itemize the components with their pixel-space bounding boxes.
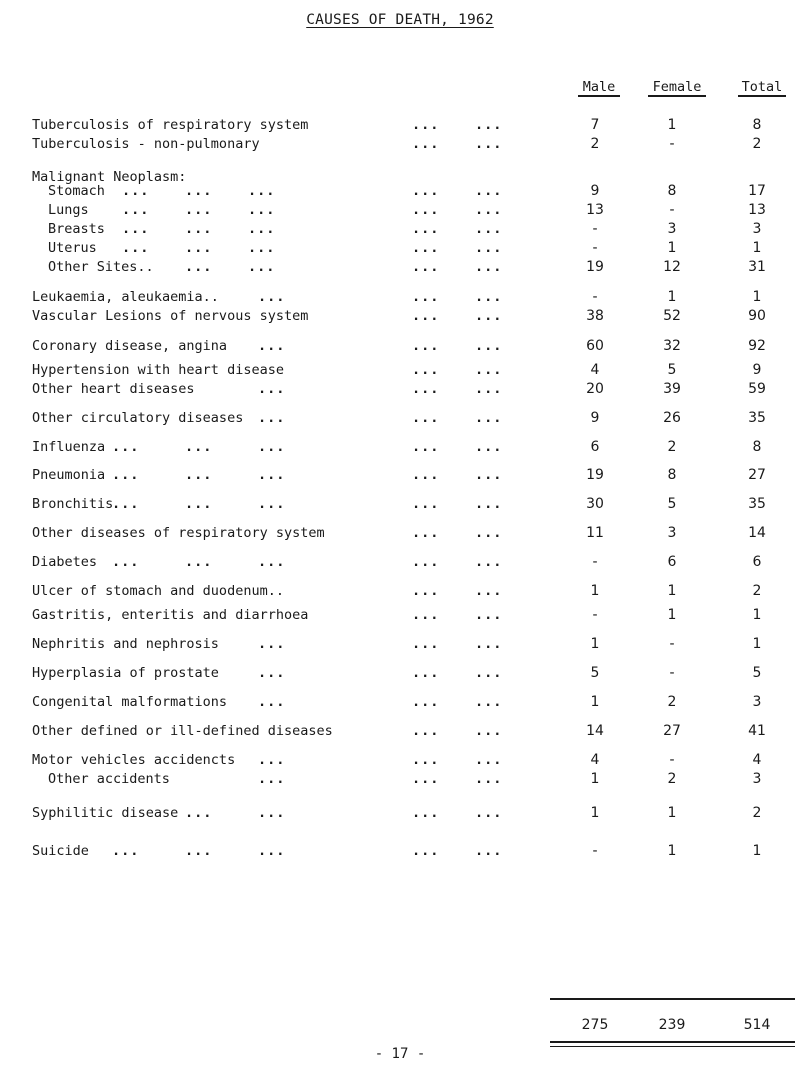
leader-dots: ... bbox=[475, 467, 503, 483]
cell-total: 8 bbox=[752, 439, 762, 455]
cell-female: 27 bbox=[663, 723, 681, 739]
leader-dots: ... bbox=[412, 183, 440, 199]
cell-male: 7 bbox=[590, 117, 600, 133]
cell-total: 1 bbox=[752, 843, 762, 859]
leader-dots: ... bbox=[258, 665, 286, 681]
table-row bbox=[0, 438, 800, 456]
page-title: CAUSES OF DEATH, 1962 bbox=[306, 12, 494, 28]
table-row bbox=[0, 288, 800, 306]
row-label: Syphilitic disease bbox=[32, 805, 179, 821]
row-label: Bronchitis bbox=[32, 496, 114, 512]
cell-male: 9 bbox=[590, 410, 600, 426]
cell-female: 5 bbox=[667, 496, 677, 512]
cell-male: 6 bbox=[590, 439, 600, 455]
cell-total: 4 bbox=[752, 752, 762, 768]
leader-dots: ... bbox=[412, 665, 440, 681]
cell-total: 92 bbox=[748, 338, 766, 354]
row-label: Other diseases of respiratory system bbox=[32, 525, 325, 541]
leader-dots: ... bbox=[112, 439, 140, 455]
table-row bbox=[0, 409, 800, 427]
cell-male: - bbox=[592, 607, 598, 623]
cell-female: 1 bbox=[667, 117, 677, 133]
leader-dots: ... bbox=[412, 607, 440, 623]
leader-dots: ... bbox=[122, 240, 150, 256]
leader-dots: ... bbox=[185, 240, 213, 256]
cell-total: 6 bbox=[752, 554, 762, 570]
leader-dots: ... bbox=[412, 221, 440, 237]
leader-dots: ... bbox=[475, 362, 503, 378]
cell-male: - bbox=[592, 843, 598, 859]
leader-dots: ... bbox=[475, 636, 503, 652]
totals-rule-bottom-1 bbox=[550, 1041, 795, 1043]
cell-male: - bbox=[592, 289, 598, 305]
cell-female: 1 bbox=[667, 289, 677, 305]
row-label: Diabetes bbox=[32, 554, 98, 570]
cell-male: 1 bbox=[590, 805, 600, 821]
leader-dots: ... bbox=[412, 410, 440, 426]
cell-male: 4 bbox=[590, 362, 600, 378]
table-row bbox=[0, 361, 800, 379]
cell-total: 17 bbox=[748, 183, 766, 199]
table-row bbox=[0, 842, 800, 860]
leader-dots: ... bbox=[112, 843, 140, 859]
table-row bbox=[0, 553, 800, 571]
row-label: Other Sites.. bbox=[48, 259, 154, 275]
cell-female: 8 bbox=[667, 467, 677, 483]
leader-dots: ... bbox=[475, 752, 503, 768]
leader-dots: ... bbox=[412, 259, 440, 275]
leader-dots: ... bbox=[185, 202, 213, 218]
leader-dots: ... bbox=[475, 583, 503, 599]
cell-female: - bbox=[669, 136, 675, 152]
leader-dots: ... bbox=[475, 723, 503, 739]
leader-dots: ... bbox=[412, 583, 440, 599]
column-header-total: Total bbox=[738, 79, 786, 97]
cell-female: 3 bbox=[667, 525, 677, 541]
leader-dots: ... bbox=[248, 221, 276, 237]
leader-dots: ... bbox=[258, 843, 286, 859]
row-label: Other defined or ill-defined diseases bbox=[32, 723, 333, 739]
row-label: Vascular Lesions of nervous system bbox=[32, 308, 309, 324]
leader-dots: ... bbox=[185, 805, 213, 821]
table-row bbox=[0, 307, 800, 325]
leader-dots: ... bbox=[112, 496, 140, 512]
cell-male: - bbox=[592, 554, 598, 570]
cell-male: 60 bbox=[586, 338, 604, 354]
leader-dots: ... bbox=[412, 289, 440, 305]
page-number: - 17 - bbox=[374, 1046, 426, 1062]
cell-female: 39 bbox=[663, 381, 681, 397]
cell-total: 1 bbox=[752, 636, 762, 652]
leader-dots: ... bbox=[258, 805, 286, 821]
leader-dots: ... bbox=[475, 694, 503, 710]
leader-dots: ... bbox=[412, 240, 440, 256]
cell-total: 1 bbox=[752, 240, 762, 256]
leader-dots: ... bbox=[412, 843, 440, 859]
row-label: Hyperplasia of prostate bbox=[32, 665, 219, 681]
cell-female: 1 bbox=[667, 583, 677, 599]
leader-dots: ... bbox=[475, 410, 503, 426]
row-label: Congenital malformations bbox=[32, 694, 228, 710]
leader-dots: ... bbox=[258, 636, 286, 652]
table-row bbox=[0, 804, 800, 822]
leader-dots: ... bbox=[412, 308, 440, 324]
leader-dots: ... bbox=[475, 554, 503, 570]
row-label: Motor vehicles accidencts bbox=[32, 752, 236, 768]
cell-total: 90 bbox=[748, 308, 766, 324]
total-female: 239 bbox=[658, 1017, 686, 1033]
leader-dots: ... bbox=[475, 496, 503, 512]
row-label: Coronary disease, angina bbox=[32, 338, 228, 354]
leader-dots: ... bbox=[185, 221, 213, 237]
leader-dots: ... bbox=[258, 752, 286, 768]
leader-dots: ... bbox=[475, 308, 503, 324]
row-label: Suicide bbox=[32, 843, 89, 859]
row-label: Other circulatory diseases bbox=[32, 410, 244, 426]
cell-female: 12 bbox=[663, 259, 681, 275]
cell-female: 1 bbox=[667, 843, 677, 859]
table-row bbox=[0, 635, 800, 653]
table-row bbox=[0, 466, 800, 484]
leader-dots: ... bbox=[258, 381, 286, 397]
leader-dots: ... bbox=[412, 694, 440, 710]
cell-female: 32 bbox=[663, 338, 681, 354]
leader-dots: ... bbox=[122, 202, 150, 218]
leader-dots: ... bbox=[112, 467, 140, 483]
cell-total: 8 bbox=[752, 117, 762, 133]
leader-dots: ... bbox=[248, 183, 276, 199]
cell-male: - bbox=[592, 221, 598, 237]
table-row bbox=[0, 693, 800, 711]
leader-dots: ... bbox=[412, 117, 440, 133]
leader-dots: ... bbox=[412, 439, 440, 455]
table-row bbox=[0, 337, 800, 355]
row-label: Stomach bbox=[48, 183, 105, 199]
row-label: Uterus bbox=[48, 240, 97, 256]
cell-female: - bbox=[669, 202, 675, 218]
table-row bbox=[0, 220, 800, 238]
leader-dots: ... bbox=[475, 665, 503, 681]
leader-dots: ... bbox=[185, 843, 213, 859]
cell-female: 1 bbox=[667, 240, 677, 256]
row-label: Gastritis, enteritis and diarrhoea bbox=[32, 607, 309, 623]
leader-dots: ... bbox=[475, 259, 503, 275]
leader-dots: ... bbox=[412, 202, 440, 218]
leader-dots: ... bbox=[475, 183, 503, 199]
row-label: Pneumonia bbox=[32, 467, 106, 483]
cell-female: 8 bbox=[667, 183, 677, 199]
cell-male: 11 bbox=[586, 525, 604, 541]
cell-female: 3 bbox=[667, 221, 677, 237]
cell-total: 31 bbox=[748, 259, 766, 275]
leader-dots: ... bbox=[185, 496, 213, 512]
cell-total: 41 bbox=[748, 723, 766, 739]
leader-dots: ... bbox=[412, 554, 440, 570]
leader-dots: ... bbox=[258, 771, 286, 787]
totals-row bbox=[0, 1016, 800, 1034]
cell-total: 14 bbox=[748, 525, 766, 541]
leader-dots: ... bbox=[185, 259, 213, 275]
total-male: 275 bbox=[581, 1017, 609, 1033]
cell-female: - bbox=[669, 636, 675, 652]
row-label: Malignant Neoplasm: bbox=[32, 169, 187, 185]
leader-dots: ... bbox=[258, 410, 286, 426]
leader-dots: ... bbox=[475, 771, 503, 787]
cell-male: 1 bbox=[590, 771, 600, 787]
cell-total: 2 bbox=[752, 136, 762, 152]
leader-dots: ... bbox=[412, 362, 440, 378]
leader-dots: ... bbox=[475, 843, 503, 859]
table-row bbox=[0, 116, 800, 134]
cell-total: 35 bbox=[748, 496, 766, 512]
leader-dots: ... bbox=[258, 289, 286, 305]
cell-male: 13 bbox=[586, 202, 604, 218]
leader-dots: ... bbox=[112, 554, 140, 570]
cell-total: 9 bbox=[752, 362, 762, 378]
table-row bbox=[0, 582, 800, 600]
leader-dots: ... bbox=[248, 202, 276, 218]
leader-dots: ... bbox=[475, 136, 503, 152]
cell-male: 20 bbox=[586, 381, 604, 397]
cell-total: 59 bbox=[748, 381, 766, 397]
leader-dots: ... bbox=[475, 289, 503, 305]
cell-female: - bbox=[669, 752, 675, 768]
row-label: Influenza bbox=[32, 439, 106, 455]
leader-dots: ... bbox=[258, 694, 286, 710]
leader-dots: ... bbox=[258, 439, 286, 455]
cell-total: 13 bbox=[748, 202, 766, 218]
total-total: 514 bbox=[743, 1017, 771, 1033]
table-row bbox=[0, 751, 800, 769]
cell-male: 1 bbox=[590, 583, 600, 599]
cell-female: - bbox=[669, 665, 675, 681]
cell-total: 5 bbox=[752, 665, 762, 681]
leader-dots: ... bbox=[475, 439, 503, 455]
cell-male: 9 bbox=[590, 183, 600, 199]
leader-dots: ... bbox=[412, 136, 440, 152]
table-row bbox=[0, 770, 800, 788]
cell-total: 2 bbox=[752, 583, 762, 599]
cell-total: 3 bbox=[752, 221, 762, 237]
leader-dots: ... bbox=[475, 221, 503, 237]
table-row bbox=[0, 606, 800, 624]
leader-dots: ... bbox=[412, 752, 440, 768]
row-label: Nephritis and nephrosis bbox=[32, 636, 219, 652]
leader-dots: ... bbox=[122, 221, 150, 237]
cell-male: 38 bbox=[586, 308, 604, 324]
cell-total: 35 bbox=[748, 410, 766, 426]
cell-female: 2 bbox=[667, 439, 677, 455]
leader-dots: ... bbox=[475, 525, 503, 541]
leader-dots: ... bbox=[412, 381, 440, 397]
leader-dots: ... bbox=[412, 723, 440, 739]
table-row bbox=[0, 258, 800, 276]
cell-female: 1 bbox=[667, 805, 677, 821]
leader-dots: ... bbox=[412, 496, 440, 512]
totals-rule-top bbox=[550, 998, 795, 1000]
leader-dots: ... bbox=[412, 525, 440, 541]
leader-dots: ... bbox=[258, 496, 286, 512]
table-row bbox=[0, 380, 800, 398]
table-row bbox=[0, 201, 800, 219]
cell-female: 1 bbox=[667, 607, 677, 623]
leader-dots: ... bbox=[122, 183, 150, 199]
row-label: Tuberculosis of respiratory system bbox=[32, 117, 309, 133]
cell-male: - bbox=[592, 240, 598, 256]
cell-male: 4 bbox=[590, 752, 600, 768]
row-label: Lungs bbox=[48, 202, 89, 218]
column-header-male: Male bbox=[578, 79, 620, 97]
cell-total: 1 bbox=[752, 289, 762, 305]
cell-total: 3 bbox=[752, 694, 762, 710]
cell-total: 3 bbox=[752, 771, 762, 787]
row-label: Other heart diseases bbox=[32, 381, 195, 397]
leader-dots: ... bbox=[475, 805, 503, 821]
row-label: Hypertension with heart disease bbox=[32, 362, 284, 378]
cell-male: 14 bbox=[586, 723, 604, 739]
leader-dots: ... bbox=[475, 338, 503, 354]
table-row bbox=[0, 495, 800, 513]
leader-dots: ... bbox=[185, 439, 213, 455]
leader-dots: ... bbox=[258, 554, 286, 570]
leader-dots: ... bbox=[412, 805, 440, 821]
cell-total: 1 bbox=[752, 607, 762, 623]
cell-male: 1 bbox=[590, 694, 600, 710]
leader-dots: ... bbox=[412, 771, 440, 787]
cell-female: 2 bbox=[667, 771, 677, 787]
leader-dots: ... bbox=[475, 607, 503, 623]
row-label: Tuberculosis - non-pulmonary bbox=[32, 136, 260, 152]
cell-female: 5 bbox=[667, 362, 677, 378]
leader-dots: ... bbox=[185, 467, 213, 483]
cell-male: 30 bbox=[586, 496, 604, 512]
cell-total: 27 bbox=[748, 467, 766, 483]
column-header-female: Female bbox=[648, 79, 706, 97]
row-label: Other accidents bbox=[48, 771, 170, 787]
leader-dots: ... bbox=[248, 240, 276, 256]
cell-female: 52 bbox=[663, 308, 681, 324]
cell-total: 2 bbox=[752, 805, 762, 821]
leader-dots: ... bbox=[412, 338, 440, 354]
cell-female: 2 bbox=[667, 694, 677, 710]
leader-dots: ... bbox=[475, 117, 503, 133]
leader-dots: ... bbox=[475, 381, 503, 397]
table-row bbox=[0, 664, 800, 682]
leader-dots: ... bbox=[185, 183, 213, 199]
cell-female: 26 bbox=[663, 410, 681, 426]
table-row bbox=[0, 722, 800, 740]
row-label: Breasts bbox=[48, 221, 105, 237]
leader-dots: ... bbox=[475, 202, 503, 218]
cell-male: 2 bbox=[590, 136, 600, 152]
leader-dots: ... bbox=[258, 338, 286, 354]
table-row bbox=[0, 135, 800, 153]
table-row bbox=[0, 239, 800, 257]
cell-female: 6 bbox=[667, 554, 677, 570]
leader-dots: ... bbox=[248, 259, 276, 275]
leader-dots: ... bbox=[412, 636, 440, 652]
leader-dots: ... bbox=[475, 240, 503, 256]
row-label: Leukaemia, aleukaemia.. bbox=[32, 289, 219, 305]
cell-male: 5 bbox=[590, 665, 600, 681]
row-label: Ulcer of stomach and duodenum.. bbox=[32, 583, 284, 599]
leader-dots: ... bbox=[258, 467, 286, 483]
cell-male: 19 bbox=[586, 259, 604, 275]
leader-dots: ... bbox=[412, 467, 440, 483]
cell-male: 1 bbox=[590, 636, 600, 652]
leader-dots: ... bbox=[185, 554, 213, 570]
cell-male: 19 bbox=[586, 467, 604, 483]
table-row bbox=[0, 524, 800, 542]
table-row bbox=[0, 182, 800, 200]
